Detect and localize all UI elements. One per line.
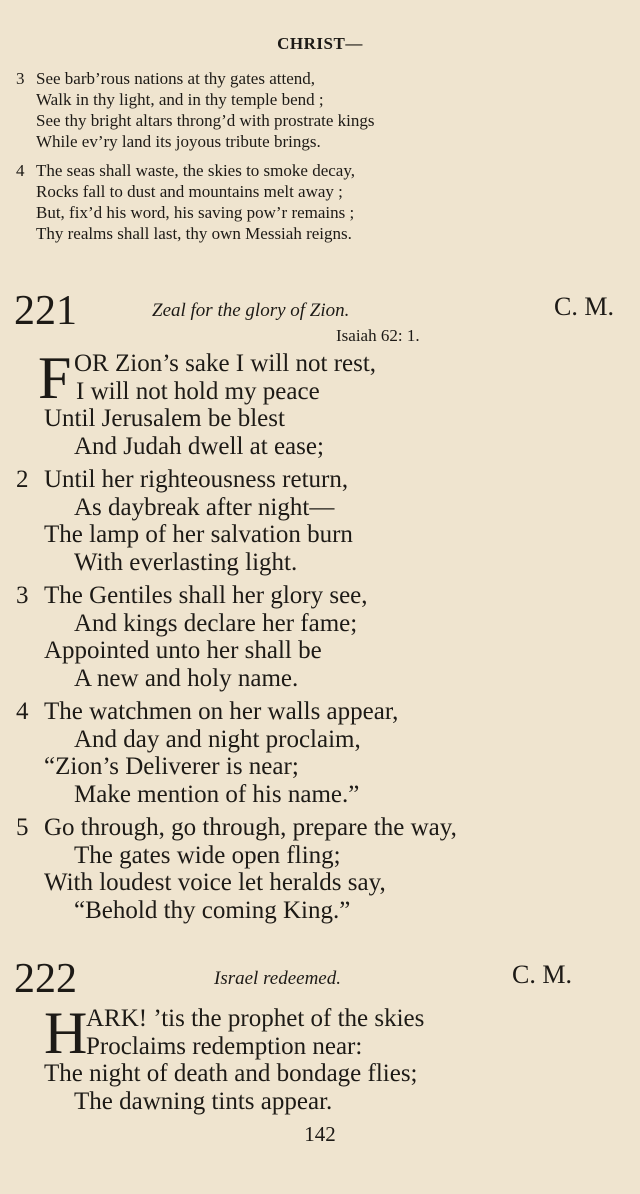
verse-line: 5 Go through, go through, prepare the way, — [16, 814, 457, 841]
page-number: 142 — [304, 1122, 336, 1146]
stanza-number: 3 — [16, 582, 29, 609]
verse-line: 4 The watchmen on her walls appear, — [16, 698, 399, 725]
verse-line: 4 The seas shall waste, the skies to smoke decay, — [16, 161, 355, 180]
stanza-number: 2 — [16, 466, 29, 493]
verse-line: The night of death and bondage flies; — [44, 1060, 418, 1087]
scripture-reference: Isaiah 62: 1. — [336, 326, 420, 345]
stanza-number: 4 — [16, 161, 25, 180]
stanza — [16, 1000, 616, 1115]
drop-cap: H — [44, 1000, 88, 1066]
hymn-title: Zeal for the glory of Zion. — [152, 300, 350, 321]
verse-line: And Judah dwell at ease; — [74, 432, 324, 460]
verse-line: With loudest voice let heralds say, — [44, 869, 386, 896]
verse-line: While ev’ry land its joyous tribute brings. — [36, 132, 321, 151]
hymn-meter: C. M. — [512, 960, 572, 989]
hymn-number: 221 — [14, 288, 77, 334]
verse-line: A new and holy name. — [74, 664, 299, 692]
stanza — [16, 814, 616, 924]
stanza-number: 4 — [16, 698, 29, 725]
verse-line: Proclaims redemption near: — [86, 1032, 363, 1060]
stanza — [16, 160, 576, 244]
previous-hymn — [16, 68, 576, 252]
verse-line: And day and night proclaim, — [74, 725, 361, 753]
verse-line: The dawning tints appear. — [74, 1087, 333, 1115]
hymn-number: 222 — [14, 956, 77, 1002]
stanza — [16, 698, 616, 808]
verse-line: 3 See barb’rous nations at thy gates attend, — [16, 69, 316, 88]
verse-line: Thy realms shall last, thy own Messiah reigns. — [36, 224, 352, 243]
verse-line: See thy bright altars throng’d with prostrate kings — [36, 111, 375, 130]
running-header: CHRIST— — [277, 34, 363, 53]
stanza — [16, 68, 576, 152]
stanza-number: 5 — [16, 814, 29, 841]
verse-line: The lamp of her salvation burn — [44, 521, 353, 548]
verse-line: As daybreak after night— — [74, 493, 335, 521]
verse-line: Make mention of his name.” — [74, 780, 360, 808]
verse-line: 3 The Gentiles shall her glory see, — [16, 582, 368, 609]
verse-line: Rocks fall to dust and mountains melt away ; — [36, 182, 343, 201]
verse-line: Appointed unto her shall be — [44, 637, 322, 664]
verse-line: With everlasting light. — [74, 548, 298, 576]
drop-cap: F — [38, 345, 72, 411]
verse-line: I will not hold my peace — [76, 377, 320, 405]
verse-line: And kings declare her fame; — [74, 609, 358, 637]
verse-line: The gates wide open fling; — [74, 841, 341, 869]
stanza — [16, 345, 616, 460]
verse-line: OR Zion’s sake I will not rest, — [74, 350, 377, 377]
stanza-number: 3 — [16, 69, 25, 88]
verse-line: ARK! ’tis the prophet of the skies — [86, 1005, 425, 1032]
stanza — [16, 466, 616, 576]
hymn-title: Israel redeemed. — [214, 968, 341, 989]
verse-line: Until Jerusalem be blest — [44, 405, 285, 432]
hymn-221-heading — [14, 290, 614, 350]
verse-line: 2 Until her righteousness return, — [16, 466, 349, 493]
stanza — [16, 582, 616, 692]
verse-line: Walk in thy light, and in thy temple bend ; — [36, 90, 324, 109]
verse-line: But, fix’d his word, his saving pow’r remains ; — [36, 203, 355, 222]
verse-line: “Behold thy coming King.” — [74, 896, 351, 924]
hymn-222-body — [16, 1000, 616, 1121]
verse-line: “Zion’s Deliverer is near; — [44, 753, 299, 780]
hymn-meter: C. M. — [554, 292, 614, 321]
hymn-221-body — [16, 345, 616, 930]
